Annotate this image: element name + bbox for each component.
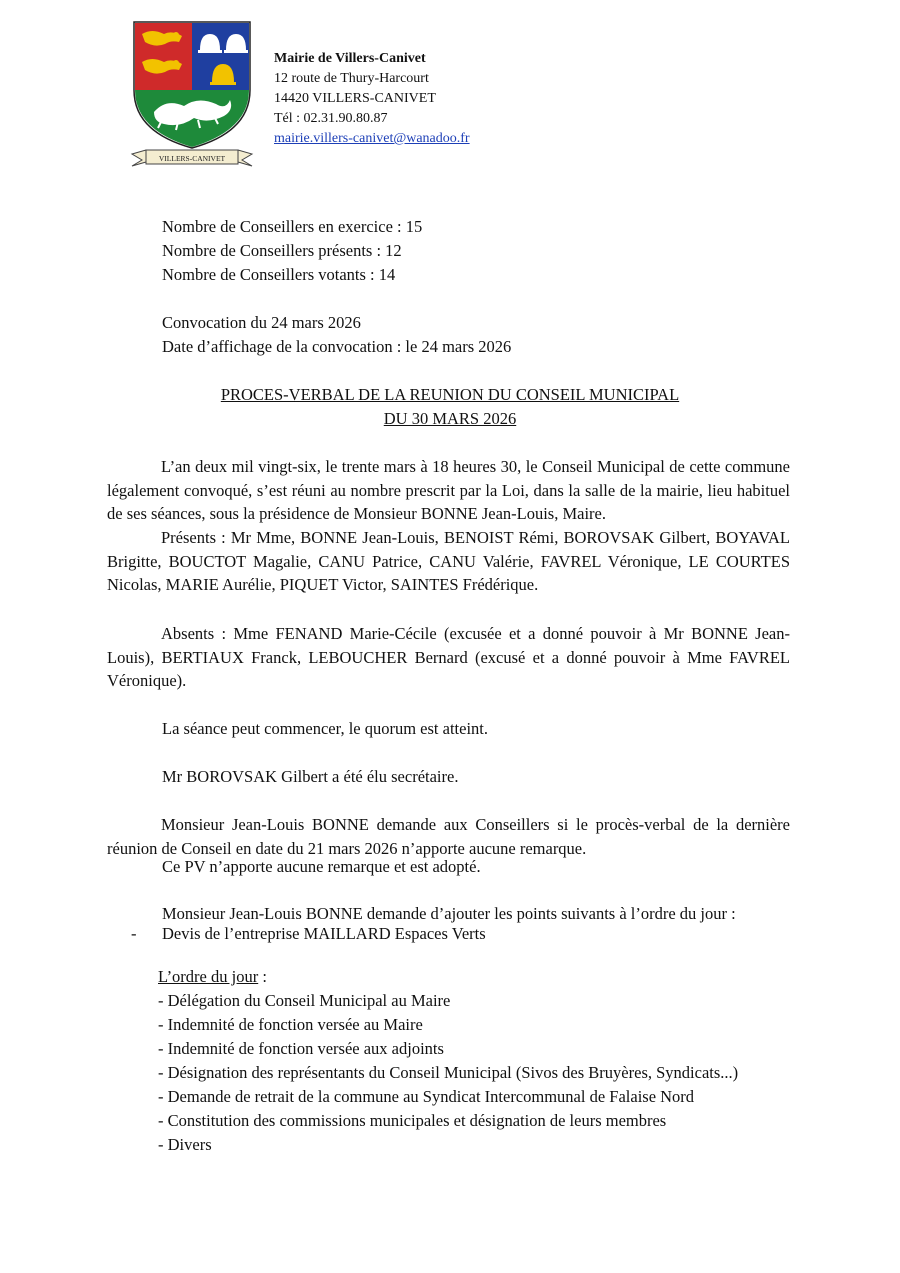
address-line-2: 14420 VILLERS-CANIVET [274, 91, 436, 106]
quorum-text: La séance peut commencer, le quorum est atteint. [162, 719, 488, 738]
list-item: - Désignation des représentants du Conseil Municipal (Sivos des Bruyères, Syndicats...) [158, 1063, 739, 1082]
secretaire-text: Mr BOROVSAK Gilbert a été élu secrétaire. [162, 767, 459, 786]
absents-paragraph: Absents : Mme FENAND Marie-Cécile (excusée et a donné pouvoir à Mr BONNE Jean-Louis), BERTIAUX Franck, LEBOUCHER Bernard (excusé et a donné pouvoir à Mme FAVREL Véronique). [107, 624, 790, 690]
ajout-text: Monsieur Jean-Louis BONNE demande d’ajouter les points suivants à l’ordre du jour : [162, 904, 736, 923]
phone-number: Tél : 02.31.90.80.87 [274, 111, 388, 126]
presents-paragraph: Présents : Mr Mme, BONNE Jean-Louis, BENOIST Rémi, BOROVSAK Gilbert, BOYAVAL Brigitte, BOUCTOT Magalie, CANU Patrice, CANU Valérie, FAVREL Véronique, LE COURTES Nicolas, MARIE Aurélie, PIQUET Victor, SAINTES Frédérique. [107, 528, 790, 594]
stat-en-exercice: Nombre de Conseillers en exercice : 15 [162, 217, 423, 236]
list-item: - Demande de retrait de la commune au Syndicat Intercommunal de Falaise Nord [158, 1087, 695, 1106]
pv-adopte-text: Ce PV n’apporte aucune remarque et est adopté. [162, 857, 481, 876]
list-item: - Indemnité de fonction versée aux adjoints [158, 1039, 444, 1058]
title-line-2: DU 30 MARS 2026 [383, 409, 517, 428]
title-line-1: PROCES-VERBAL DE LA REUNION DU CONSEIL MUNICIPAL [220, 385, 680, 404]
convocation-affichage: Date d’affichage de la convocation : le 24 mars 2026 [162, 337, 512, 356]
document-title [0, 383, 900, 431]
list-item: - Indemnité de fonction versée au Maire [158, 1015, 423, 1034]
list-dash: - [131, 924, 137, 943]
list-item: - Constitution des commissions municipales et désignation de leurs membres [158, 1111, 667, 1130]
opening-paragraph: L’an deux mil vingt-six, le trente mars à 18 heures 30, le Conseil Municipal de cette commune légalement convoqué, s’est réuni au nombre prescrit par la Loi, dans la salle de la mairie, lieu habituel de ses séances, sous la présidence de Monsieur BONNE Jean-Louis, Maire. [107, 457, 790, 523]
ajout-item-text: Devis de l’entreprise MAILLARD Espaces Verts [162, 924, 486, 943]
pv-question-paragraph: Monsieur Jean-Louis BONNE demande aux Conseillers si le procès-verbal de la dernière réunion de Conseil en date du 21 mars 2026 n’apporte aucune remarque. [107, 815, 790, 858]
ajout-list-item [131, 922, 486, 946]
email-link[interactable]: mairie.villers-canivet@wanadoo.fr [274, 131, 470, 146]
convocation-block [162, 311, 511, 359]
crest-ribbon-text: VILLERS-CANIVET [158, 154, 226, 163]
convocation-date: Convocation du 24 mars 2026 [162, 313, 361, 332]
stat-votants: Nombre de Conseillers votants : 14 [162, 265, 396, 284]
stat-presents: Nombre de Conseillers présents : 12 [162, 241, 402, 260]
mairie-address-block [274, 49, 470, 149]
agenda-heading-suffix: : [258, 967, 267, 986]
coat-of-arms-icon [128, 20, 256, 170]
address-line-1: 12 route de Thury-Harcourt [274, 71, 429, 86]
mairie-name: Mairie de Villers-Canivet [274, 51, 426, 66]
agenda-block [158, 965, 738, 1157]
council-stats [162, 215, 422, 287]
list-item: - Délégation du Conseil Municipal au Maire [158, 991, 451, 1010]
agenda-heading: L’ordre du jour [158, 967, 259, 986]
list-item: - Divers [158, 1135, 212, 1154]
